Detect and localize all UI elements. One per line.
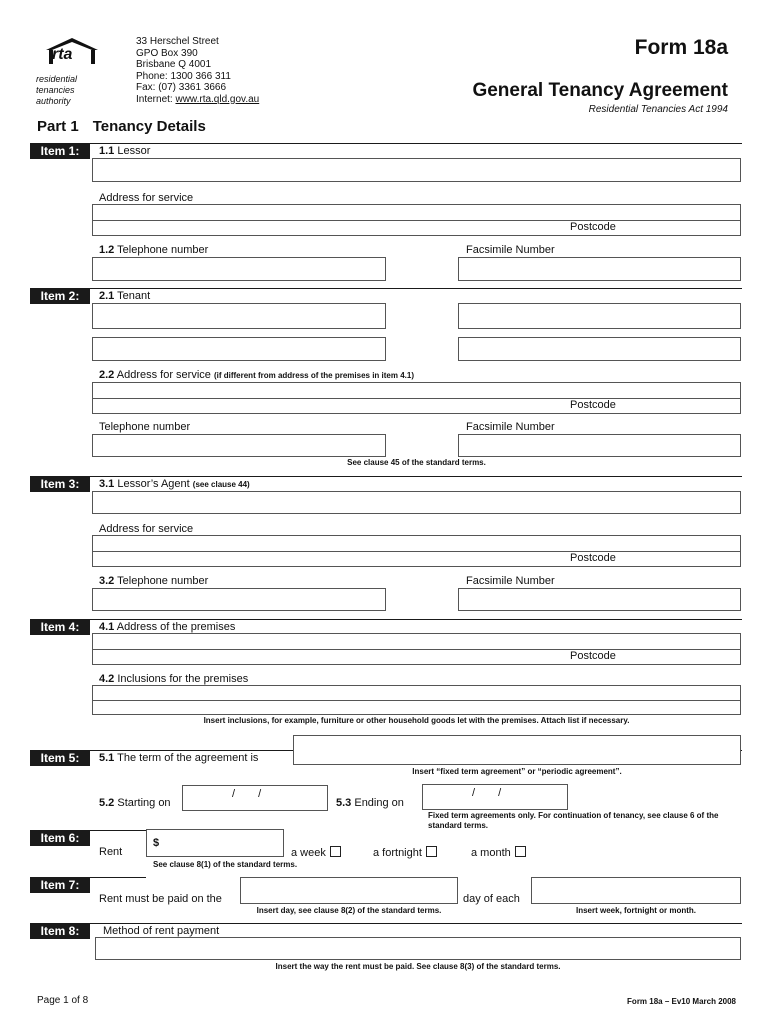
payment-method-label: Method of rent payment — [103, 925, 220, 937]
item-6-rule — [90, 830, 146, 831]
term-label: 5.1 The term of the agreement is — [99, 752, 259, 764]
agent-field[interactable] — [92, 491, 741, 514]
agent-telephone-field[interactable] — [92, 588, 386, 611]
logo-line-2: tenancies — [36, 85, 75, 95]
lessor-address-field[interactable] — [92, 204, 741, 236]
rent-period-hint: Insert week, fortnight or month. — [575, 906, 696, 915]
tenant-address-label: 2.2 Address for service (if different from address of the premises in item 4.1) — [99, 369, 414, 381]
lessor-field[interactable] — [92, 158, 741, 182]
item-2-rule — [90, 288, 742, 289]
tenant-postcode-label: Postcode — [570, 399, 616, 411]
lessor-telephone-field[interactable] — [92, 257, 386, 281]
lessor-fax-field[interactable] — [458, 257, 741, 281]
rent-fortnight-option: a fortnight — [373, 846, 437, 859]
end-date-label: 5.3 Ending on — [336, 797, 404, 809]
tenant-3-field[interactable] — [92, 337, 386, 361]
start-date-separators: / / — [232, 788, 262, 800]
rent-label: Rent — [99, 846, 123, 858]
address-line: Brisbane Q 4001 — [136, 59, 212, 70]
rent-amount-field[interactable] — [146, 829, 284, 857]
lessor-address-label: Address for service — [99, 192, 194, 204]
premises-postcode-label: Postcode — [570, 650, 616, 662]
item-4-rule — [90, 619, 742, 620]
item-7-rule — [90, 877, 146, 878]
fortnight-checkbox[interactable] — [426, 846, 437, 857]
logo-line-1: residential — [36, 74, 78, 84]
inclusions-field[interactable] — [92, 685, 741, 715]
rent-month-option: a month — [471, 846, 526, 859]
act-name: Residential Tenancies Act 1994 — [588, 104, 728, 115]
agent-address-field[interactable] — [92, 535, 741, 567]
tenant-hint: See clause 45 of the standard terms. — [347, 458, 486, 467]
phone-line: Phone: 1300 366 311 — [136, 70, 231, 82]
rent-week-option: a week — [291, 846, 341, 859]
item-5-tag: Item 5: — [30, 750, 90, 766]
end-date-hint: Fixed term agreements only. For continuation of tenancy, see clause 6 of the standard terms. — [428, 811, 719, 830]
tenant-4-field[interactable] — [458, 337, 741, 361]
item-4-tag: Item 4: — [30, 619, 90, 635]
form-version: Form 18a – Ev10 March 2008 — [627, 997, 736, 1006]
website-link[interactable]: www.rta.qld.gov.au — [175, 93, 260, 105]
agent-telephone-label: 3.2 Telephone number — [99, 575, 209, 587]
item-1-tag: Item 1: — [30, 143, 90, 159]
tenant-1-field[interactable] — [92, 303, 386, 329]
tenant-fax-label: Facsimile Number — [466, 421, 555, 433]
logo-line-3: authority — [36, 96, 71, 106]
rent-hint: See clause 8(1) of the standard terms. — [153, 860, 298, 869]
address-line: 33 Herschel Street — [136, 36, 219, 47]
item-2-tag: Item 2: — [30, 288, 90, 304]
contact-address — [136, 36, 259, 105]
premises-address-label: 4.1 Address of the premises — [99, 621, 236, 633]
end-date-separators: / / — [472, 787, 502, 799]
page-number: Page 1 of 8 — [37, 995, 89, 1006]
lessor-telephone-label: 1.2 Telephone number — [99, 244, 209, 256]
lessor-postcode-label: Postcode — [570, 221, 616, 233]
item-3-rule — [90, 476, 742, 477]
inclusions-hint: Insert inclusions, for example, furniture or other household goods let with the premises. Attach list if necessary. — [203, 716, 630, 725]
week-checkbox[interactable] — [330, 846, 341, 857]
form-title: General Tenancy Agreement — [472, 80, 728, 101]
payment-method-hint: Insert the way the rent must be paid. See clause 8(3) of the standard terms. — [275, 962, 561, 971]
item-8-tag: Item 8: — [30, 923, 90, 939]
start-date-label: 5.2 Starting on — [99, 797, 171, 809]
rent-paid-label: Rent must be paid on the — [99, 893, 222, 905]
part-heading: Part 1 Tenancy Details — [37, 118, 206, 135]
rent-day-field[interactable] — [240, 877, 458, 904]
item-6-tag: Item 6: — [30, 830, 90, 846]
tenant-2-field[interactable] — [458, 303, 741, 329]
term-hint: Insert “fixed term agreement” or “periodic agreement”. — [412, 767, 622, 776]
tenant-label: 2.1 Tenant — [99, 290, 151, 302]
payment-method-field[interactable] — [95, 937, 741, 960]
term-field[interactable] — [293, 735, 741, 765]
tenant-address-field[interactable] — [92, 382, 741, 414]
day-of-each-label: day of each — [463, 893, 520, 905]
currency-symbol: $ — [153, 837, 160, 849]
tenant-telephone-label: Telephone number — [99, 421, 191, 433]
tenant-telephone-field[interactable] — [92, 434, 386, 457]
item-3-tag: Item 3: — [30, 476, 90, 492]
fax-line: Fax: (07) 3361 3666 — [136, 82, 227, 93]
logo-wordmark: rta — [52, 46, 73, 63]
inclusions-label: 4.2 Inclusions for the premises — [99, 673, 249, 685]
internet-line: Internet: www.rta.qld.gov.au — [136, 93, 260, 105]
agent-fax-field[interactable] — [458, 588, 741, 611]
lessor-label: 1.1 Lessor — [99, 145, 151, 157]
rent-day-hint: Insert day, see clause 8(2) of the standard terms. — [256, 906, 442, 915]
tenant-fax-field[interactable] — [458, 434, 741, 457]
address-line: GPO Box 390 — [136, 47, 198, 59]
form-number: Form 18a — [634, 36, 728, 59]
agent-label: 3.1 Lessor’s Agent (see clause 44) — [99, 478, 250, 490]
lessor-fax-label: Facsimile Number — [466, 244, 555, 256]
item-8-rule — [90, 923, 742, 924]
item-1-rule — [90, 143, 742, 144]
premises-address-field[interactable] — [92, 633, 741, 665]
agent-address-label: Address for service — [99, 523, 194, 535]
month-checkbox[interactable] — [515, 846, 526, 857]
rta-logo — [36, 36, 106, 106]
item-7-tag: Item 7: — [30, 877, 90, 893]
agent-postcode-label: Postcode — [570, 552, 616, 564]
rent-period-field[interactable] — [531, 877, 741, 904]
agent-fax-label: Facsimile Number — [466, 575, 555, 587]
